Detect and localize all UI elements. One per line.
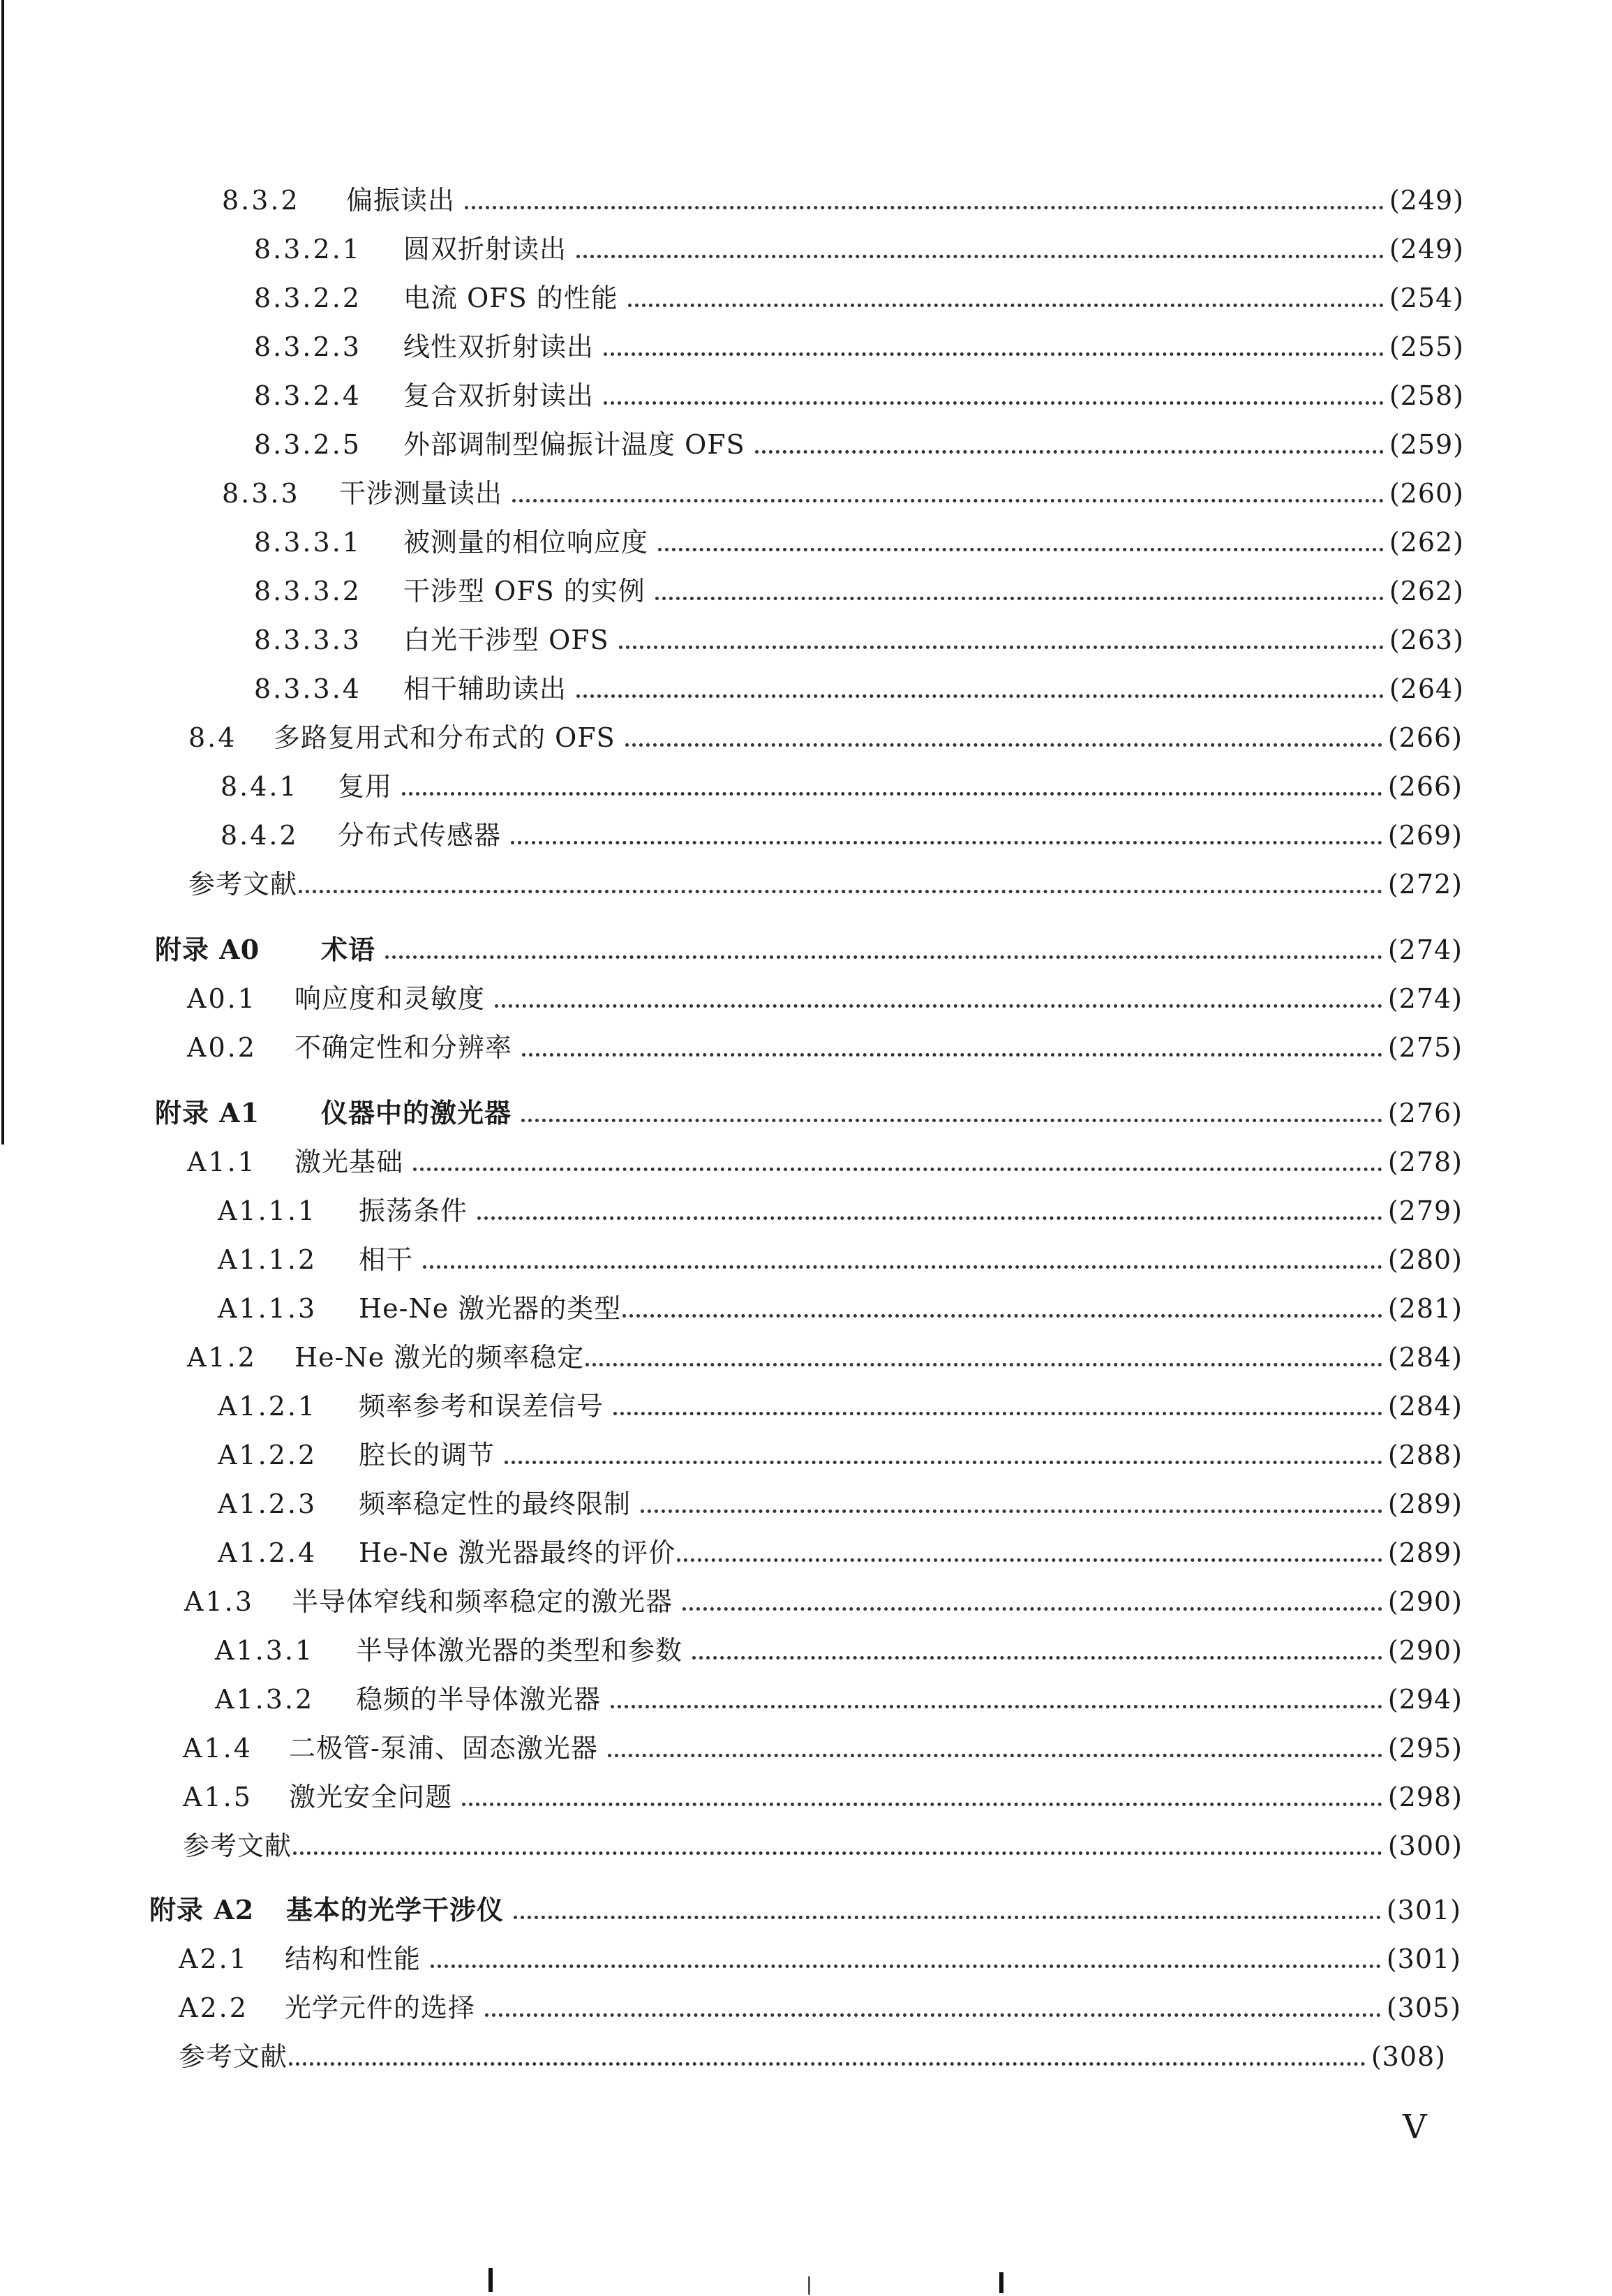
- toc-entry: [187, 1145, 1463, 1179]
- toc-title: 复用: [338, 771, 393, 802]
- toc-entry: [222, 476, 1464, 511]
- toc-title: 线性双折射读出: [403, 331, 595, 362]
- toc-entry: [254, 427, 1464, 462]
- toc-page: (274): [1387, 934, 1463, 965]
- dot-leader: [692, 1656, 1382, 1660]
- toc-page: (305): [1386, 1992, 1461, 2023]
- toc-title: 相干: [359, 1244, 414, 1275]
- toc-number: A2.2: [179, 1992, 248, 2023]
- dot-leader: [611, 1705, 1382, 1708]
- dot-leader: [613, 1412, 1382, 1415]
- toc-page: (281): [1387, 1293, 1463, 1324]
- toc-page: (290): [1387, 1635, 1463, 1666]
- toc-page: (254): [1389, 283, 1464, 313]
- dot-leader: [512, 499, 1384, 502]
- toc-number: 8.4.2: [221, 820, 299, 851]
- dot-leader: [522, 1053, 1382, 1057]
- dot-leader: [521, 1119, 1382, 1122]
- toc-page: (263): [1389, 625, 1464, 655]
- toc-entry: [222, 183, 1464, 218]
- toc-number: 8.3.2: [222, 185, 300, 216]
- toc-title: 半导体窄线和频率稳定的激光器: [292, 1586, 673, 1617]
- scan-mark: [488, 2268, 493, 2292]
- toc-page: (255): [1389, 331, 1464, 362]
- dot-leader: [465, 206, 1384, 209]
- toc-title: 不确定性和分辨率: [294, 1032, 513, 1063]
- toc-title: 被测量的相位响应度: [403, 527, 649, 558]
- toc-number: 8.3.2.2: [254, 283, 361, 313]
- dot-leader: [293, 1851, 1382, 1855]
- toc-page: (276): [1387, 1098, 1463, 1128]
- page-number: V: [1403, 2108, 1427, 2147]
- toc-number: 8.3.3.4: [254, 673, 361, 704]
- dot-leader: [511, 841, 1382, 844]
- dot-leader: [462, 1803, 1382, 1806]
- dot-leader: [423, 1265, 1382, 1269]
- toc-page: (284): [1387, 1391, 1463, 1422]
- dot-leader: [755, 450, 1384, 454]
- dot-leader: [604, 352, 1384, 356]
- dot-leader: [619, 646, 1384, 649]
- toc-number: A1.2.1: [218, 1391, 318, 1422]
- dot-leader: [477, 1216, 1382, 1220]
- toc-entry: [179, 2039, 1446, 2074]
- toc-entry: [221, 818, 1463, 853]
- toc-title: He-Ne 激光器的类型: [359, 1293, 622, 1324]
- toc-title: 参考文献: [183, 1831, 292, 1861]
- dot-leader: [576, 255, 1384, 258]
- dot-leader: [682, 1607, 1382, 1611]
- toc-title: 外部调制型偏振计温度 OFS: [403, 429, 745, 460]
- toc-entry: [187, 1340, 1463, 1375]
- toc-title: 基本的光学干涉仪: [286, 1894, 505, 1925]
- toc-title: 稳频的半导体激光器: [356, 1684, 602, 1715]
- dot-leader: [505, 1461, 1382, 1464]
- toc-entry: [221, 769, 1463, 804]
- toc-title: 相干辅助读出: [403, 673, 567, 704]
- toc-title: 激光基础: [294, 1147, 404, 1177]
- toc-entry: [179, 1941, 1461, 1976]
- scan-mark: [808, 2276, 810, 2295]
- toc-page: (308): [1371, 2041, 1446, 2072]
- dot-leader: [485, 2013, 1381, 2017]
- toc-number: A1.2.3: [218, 1489, 318, 1519]
- toc-page: (295): [1387, 1733, 1463, 1764]
- toc-number: A1.1.1: [218, 1195, 318, 1226]
- scan-mark: [999, 2272, 1003, 2293]
- toc-entry: [215, 1682, 1463, 1717]
- toc-title: 频率参考和误差信号: [359, 1391, 604, 1422]
- toc-entry: [184, 1584, 1463, 1619]
- toc-page: (289): [1387, 1537, 1463, 1568]
- toc-page: (262): [1389, 576, 1464, 606]
- toc-entry: [218, 1291, 1463, 1326]
- toc-number: A1.4: [183, 1733, 253, 1764]
- dot-leader: [628, 304, 1384, 307]
- toc-page: (275): [1387, 1032, 1463, 1063]
- toc-entry: [254, 281, 1464, 315]
- toc-number: A1.1.2: [218, 1244, 318, 1275]
- dot-leader: [622, 1314, 1382, 1318]
- toc-number: A1.2: [187, 1342, 257, 1373]
- toc-title: 频率稳定性的最终限制: [359, 1489, 632, 1519]
- toc-page: (272): [1387, 869, 1463, 900]
- toc-page: (279): [1387, 1195, 1463, 1226]
- toc-number: 8.3.3.1: [254, 527, 361, 558]
- toc-page: (289): [1387, 1489, 1463, 1519]
- toc-number: 附录 A1: [155, 1097, 260, 1128]
- toc-entry: [218, 1389, 1463, 1424]
- toc-page: (300): [1387, 1831, 1463, 1861]
- toc-entry: [254, 329, 1464, 364]
- toc-number: 8.4: [188, 722, 237, 753]
- toc-page: (258): [1389, 380, 1464, 411]
- toc-entry: [218, 1193, 1463, 1228]
- toc-number: 8.4.1: [221, 771, 299, 802]
- toc-title: 电流 OFS 的性能: [403, 283, 618, 313]
- dot-leader: [641, 1509, 1382, 1513]
- toc-title: 偏振读出: [346, 185, 456, 216]
- dot-leader: [625, 743, 1382, 747]
- toc-entry: [188, 720, 1463, 755]
- toc-title: 腔长的调节: [359, 1440, 495, 1470]
- toc-title: 响应度和灵敏度: [294, 983, 486, 1014]
- toc-page: (301): [1386, 1895, 1461, 1925]
- toc-number: 附录 A0: [155, 934, 260, 965]
- toc-entry: [155, 932, 1463, 967]
- toc-page: (280): [1387, 1244, 1463, 1275]
- toc-title: 干涉测量读出: [339, 478, 503, 509]
- toc-entry: [218, 1486, 1463, 1521]
- dot-leader: [402, 792, 1382, 796]
- toc-number: A1.3: [184, 1586, 254, 1617]
- toc-number: 8.3.3.3: [254, 625, 361, 655]
- toc-number: A0.1: [187, 983, 257, 1014]
- toc-number: A0.2: [187, 1032, 257, 1063]
- toc-number: A1.1: [187, 1147, 257, 1177]
- toc-title: 分布式传感器: [338, 820, 502, 851]
- toc-page: (266): [1387, 722, 1463, 753]
- dot-leader: [608, 1754, 1382, 1757]
- toc-number: A1.3.1: [215, 1635, 315, 1666]
- toc-entry: [187, 1030, 1463, 1065]
- toc-page: (269): [1387, 820, 1463, 851]
- toc-page: (249): [1389, 185, 1464, 216]
- toc-page: (284): [1387, 1342, 1463, 1373]
- dot-leader: [299, 890, 1382, 893]
- dot-leader: [514, 1916, 1381, 1919]
- toc-number: A1.1.3: [218, 1293, 318, 1324]
- toc-entry: [149, 1893, 1461, 1928]
- toc-number: 8.3.2.1: [254, 234, 361, 264]
- toc-entry: [215, 1633, 1463, 1668]
- toc-number: 附录 A2: [149, 1894, 255, 1925]
- toc-number: A2.1: [179, 1944, 248, 1974]
- toc-page: (298): [1387, 1782, 1463, 1812]
- toc-title: 干涉型 OFS 的实例: [403, 576, 645, 606]
- toc-page: (264): [1389, 673, 1464, 704]
- toc-page: (288): [1387, 1440, 1463, 1470]
- toc-title: 参考文献: [188, 869, 298, 900]
- toc-page: (278): [1387, 1147, 1463, 1177]
- toc-entry: [254, 623, 1464, 657]
- toc-page: (290): [1387, 1586, 1463, 1617]
- toc-page: (274): [1387, 983, 1463, 1014]
- toc-title: 激光安全问题: [289, 1782, 453, 1812]
- toc-page: (301): [1386, 1944, 1461, 1974]
- toc-page: (294): [1387, 1684, 1463, 1715]
- toc-entry: [155, 1096, 1463, 1131]
- toc-number: 8.3.3: [222, 478, 300, 509]
- binding-edge-line: [1, 0, 4, 1145]
- dot-leader: [677, 1558, 1382, 1562]
- toc-entry: [254, 378, 1464, 413]
- dot-leader: [289, 2062, 1366, 2066]
- toc-title: 白光干涉型 OFS: [403, 625, 609, 655]
- toc-page: (249): [1389, 234, 1464, 264]
- dot-leader: [495, 1004, 1382, 1008]
- toc-title: 二极管-泵浦、固态激光器: [289, 1733, 598, 1764]
- dot-leader: [576, 694, 1384, 698]
- toc-number: A1.2.2: [218, 1440, 318, 1470]
- toc-title: 术语: [321, 934, 376, 965]
- toc-entry: [254, 671, 1464, 706]
- toc-entry: [183, 1731, 1463, 1766]
- toc-entry: [218, 1438, 1463, 1473]
- toc-title: 参考文献: [179, 2041, 288, 2072]
- toc-title: 圆双折射读出: [403, 234, 567, 264]
- toc-page: (259): [1389, 429, 1464, 460]
- toc-page: (266): [1387, 771, 1463, 802]
- dot-leader: [658, 548, 1384, 551]
- toc-title: 振荡条件: [359, 1195, 468, 1226]
- dot-leader: [431, 1965, 1381, 1968]
- toc-entry: [188, 867, 1463, 902]
- toc-entry: [187, 981, 1463, 1016]
- dot-leader: [655, 597, 1384, 600]
- toc-title: 结构和性能: [285, 1944, 421, 1974]
- toc-entry: [179, 1990, 1461, 2025]
- toc-entry: [183, 1828, 1463, 1863]
- toc-title: 光学元件的选择: [285, 1992, 476, 2023]
- toc-title: 多路复用式和分布式的 OFS: [274, 722, 615, 753]
- dot-leader: [413, 1168, 1382, 1171]
- toc-entry: [183, 1780, 1463, 1814]
- toc-title: He-Ne 激光的频率稳定: [294, 1342, 585, 1373]
- toc-title: 复合双折射读出: [403, 380, 595, 411]
- toc-number: 8.3.2.3: [254, 331, 361, 362]
- dot-leader: [585, 1363, 1382, 1366]
- toc-title: He-Ne 激光器最终的评价: [359, 1537, 676, 1568]
- toc-entry: [254, 574, 1464, 609]
- toc-entry: [254, 525, 1464, 560]
- toc-entry: [254, 232, 1464, 267]
- toc-page: (260): [1389, 478, 1464, 509]
- toc-number: 8.3.2.5: [254, 429, 361, 460]
- toc-title: 仪器中的激光器: [321, 1097, 512, 1128]
- toc-entry: [218, 1535, 1463, 1570]
- toc-number: A1.5: [183, 1782, 253, 1812]
- toc-page: (262): [1389, 527, 1464, 558]
- toc-title: 半导体激光器的类型和参数: [356, 1635, 683, 1666]
- dot-leader: [385, 955, 1382, 959]
- dot-leader: [604, 401, 1384, 405]
- toc-number: 8.3.2.4: [254, 380, 361, 411]
- toc-number: A1.3.2: [215, 1684, 315, 1715]
- toc-number: 8.3.3.2: [254, 576, 361, 606]
- toc-number: A1.2.4: [218, 1537, 318, 1568]
- toc-entry: [218, 1242, 1463, 1277]
